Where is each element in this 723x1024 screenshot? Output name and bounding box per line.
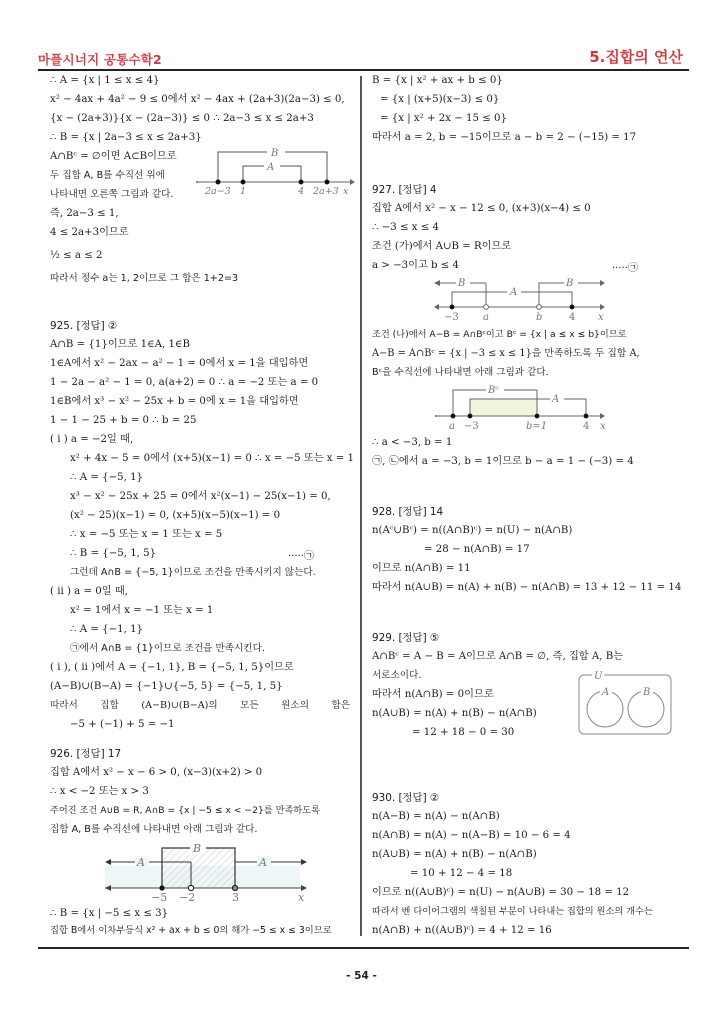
solution-line: A∩Bᶜ = A − B = A이므로 A∩B = ∅, 즉, 집합 A, B는 <box>372 651 624 662</box>
closed-point <box>584 414 589 419</box>
solution-line: A∩B = {1}이므로 1∈A, 1∈B <box>50 339 190 350</box>
solution-line: B = {x | x² + ax + b ≤ 0} <box>372 75 503 86</box>
footer-rule <box>38 947 689 949</box>
solution-line: 즉, 2a−3 ≤ 1, <box>50 208 119 219</box>
set-a-label: A <box>552 394 560 405</box>
solution-line: 따라서 n(A∩B) = 0이므로 <box>372 689 494 700</box>
tick-label: a <box>449 421 455 432</box>
solution-line: x² = 1에서 x = −1 또는 x = 1 <box>70 605 214 616</box>
axis-arrow-icon <box>600 304 605 310</box>
word: 따라서 <box>50 700 78 711</box>
solution-line: 집합 A에서 x² − x − 12 ≤ 0, (x+3)(x−4) ≤ 0 <box>372 203 591 214</box>
solution-line: 집합 B에서 이차부등식 x² + ax + b ≤ 0의 해가 −5 ≤ x ≤ 3이므로 <box>50 925 332 936</box>
solution-line: 1 − 2a − a² − 1 = 0, a(a+2) = 0 ∴ a = −2 또는 a = 0 <box>50 377 319 388</box>
solution-line: 서로소이다. <box>372 670 422 681</box>
tick-label: b <box>536 312 543 323</box>
solution-heading: 929. [정답] ⑤ <box>372 632 440 644</box>
word: 집합 <box>100 700 119 711</box>
solution-line: n(A∪B) = n(A) + n(B) − n(A∩B) <box>372 849 537 860</box>
tick-label: 4 <box>583 421 590 432</box>
universe-box <box>579 675 671 734</box>
tick-label: −3 <box>444 312 459 323</box>
arrow-right-icon <box>301 859 307 865</box>
closed-point <box>535 414 540 419</box>
solution-line: 집합 A에서 x² − x − 6 > 0, (x−3)(x+2) > 0 <box>50 767 263 778</box>
solution-line: ∴ A = {−1, 1} <box>70 624 144 635</box>
axis-arrow-icon <box>600 413 605 419</box>
solution-line: = 12 + 18 − 0 = 30 <box>412 727 515 738</box>
solution-line: 따라서 n(A∪B) = n(A) + n(B) − n(A∩B) = 13 + 12 − 11 = 14 <box>372 582 682 593</box>
point-marker <box>216 180 221 185</box>
axis-arrow-icon <box>350 179 355 185</box>
axis-x-label: x <box>343 186 349 196</box>
number-line-diagram <box>195 144 355 196</box>
solution-heading: 925. [정답] ② <box>50 320 118 332</box>
solution-line: ∴ A = {−5, 1} <box>70 472 144 483</box>
solution-line: ∴ −3 ≤ x ≤ 4 <box>372 222 439 233</box>
number-line-diagram-2 <box>434 382 614 432</box>
solution-line: n(A∩B) = n(A) − n(A−B) = 10 − 6 = 4 <box>372 830 571 841</box>
solution-line: 1∈A에서 x² − 2ax − a² − 1 = 0에서 x = 1을 대입하면 <box>50 358 309 369</box>
column-divider <box>360 76 362 936</box>
axis-start-dot <box>435 415 437 417</box>
number-line-diagram-1 <box>434 275 614 325</box>
solution-line: ( i ), ( ii )에서 A = {−1, 1}, B = {−5, 1, 5}이므로 <box>50 662 294 673</box>
set-b-label: B <box>643 687 651 698</box>
solution-line: 이므로 n((A∪B)ᶜ) = n(U) − n(A∪B) = 30 − 18 = 12 <box>372 887 630 898</box>
chapter-title: 5.집합의 연산 <box>589 48 683 66</box>
solution-heading: 926. [정답] 17 <box>50 748 122 760</box>
tick-label: 3 <box>232 891 239 904</box>
solution-line: a > −3이고 b ≤ 4 <box>372 260 460 271</box>
tick-label: b=1 <box>526 421 548 432</box>
closed-point <box>570 305 575 310</box>
solution-line: x³ − x² − 25x + 25 = 0에서 x²(x−1) − 25(x−1) = 0, <box>70 491 331 502</box>
solution-line: 이므로 n(A∩B) = 11 <box>372 563 471 574</box>
point-marker <box>325 180 330 185</box>
set-a-label: A <box>137 856 145 869</box>
arrow-right-icon <box>600 280 605 286</box>
solution-line: ∴ x < −2 또는 x > 3 <box>50 786 149 797</box>
point-marker <box>299 180 304 185</box>
set-a-label: A <box>267 162 275 173</box>
tick-label: 4 <box>298 186 305 196</box>
solution-line: (x² − 25)(x−1) = 0, (x+5)(x−5)(x−1) = 0 <box>70 510 281 521</box>
solution-line: −5 + (−1) + 5 = −1 <box>70 719 175 730</box>
page-number: - 54 - <box>346 970 377 982</box>
word: 원소의 <box>281 700 309 711</box>
solution-line: x² − 4ax + 4a² − 9 ≤ 0에서 x² − 4ax + (2a+3)(2a−3) ≤ 0, <box>50 94 345 105</box>
solution-line: ㉠, ㉡에서 a = −3, b = 1이므로 b − a = 1 − (−3) = 4 <box>372 456 634 467</box>
solution-line: = {x | x² + 2x − 15 ≤ 0} <box>380 113 507 124</box>
tick-label: −2 <box>179 891 196 904</box>
set-a-label: A <box>510 287 518 298</box>
solution-line: 집합 A, B를 수직선에 나타내면 아래 그림과 같다. <box>50 824 258 835</box>
solution-line: 두 집합 A, B를 수직선 위에 <box>50 170 165 181</box>
tick-label: a <box>483 312 489 323</box>
solution-heading: 930. [정답] ② <box>372 792 440 804</box>
set-bc-label: Bᶜ <box>488 385 499 396</box>
book-title: 마플시너지 공통수학2 <box>38 52 162 67</box>
solution-line: 조건 (가)에서 A∪B = R이므로 <box>372 241 512 252</box>
universe-label: U <box>594 671 603 682</box>
solution-line: = 10 + 12 − 4 = 18 <box>410 868 513 879</box>
solution-line: 1∈B에서 x³ − x² − 25x + b = 0에 x = 1을 대입하면 <box>50 396 299 407</box>
solution-line: = 28 − n(A∩B) = 17 <box>424 544 530 555</box>
solution-line: A−B = A∩Bᶜ = {x | −3 ≤ x ≤ 1}을 만족하도록 두 집합 A, <box>372 348 640 359</box>
solution-line-justified <box>50 699 350 713</box>
set-b-label: B <box>271 148 279 159</box>
closed-point <box>450 305 455 310</box>
solution-line: n(Aᶜ∪Bᶜ) = n((A∩B)ᶜ) = n(U) − n(A∩B) <box>372 525 573 536</box>
set-b-label: B <box>458 278 466 289</box>
solution-line: 1 − 1 − 25 + b = 0 ∴ b = 25 <box>50 415 197 426</box>
open-point <box>537 305 542 310</box>
solution-line: ∴ A = {x | 1 ≤ x ≤ 4} <box>50 75 160 86</box>
closed-point <box>451 414 456 419</box>
tick-label: 2a−3 <box>205 186 231 196</box>
solution-line: ∴ B = {x | −5 ≤ x ≤ 3} <box>50 908 169 919</box>
venn-diagram <box>578 670 674 736</box>
solution-line: 따라서 벤 다이어그램의 색칠된 부분이 나타내는 집합의 원소의 개수는 <box>372 906 653 917</box>
closed-point <box>232 885 237 890</box>
solution-line: 나타내면 오른쪽 그림과 같다. <box>50 189 174 200</box>
tick-label: −3 <box>464 421 479 432</box>
solution-line: ∴ a < −3, b = 1 <box>372 437 453 448</box>
set-a-label: A <box>259 856 267 869</box>
tick-label: −5 <box>151 891 168 904</box>
arrow-left-icon <box>105 859 111 865</box>
solution-line: 따라서 a = 2, b = −15이므로 a − b = 2 − (−15) = 17 <box>372 132 637 143</box>
solution-line: ½ ≤ a ≤ 2 <box>50 250 103 261</box>
axis-x-label: x <box>600 421 606 432</box>
open-point <box>188 885 193 890</box>
axis-x-label: x <box>298 891 305 904</box>
solution-heading: 928. [정답] 14 <box>372 506 444 518</box>
arrow-left-icon <box>434 280 440 286</box>
word: 합은 <box>331 700 350 711</box>
axis-x-label: x <box>598 312 604 323</box>
tick-label: 4 <box>569 312 576 323</box>
set-b-label: B <box>566 278 574 289</box>
solution-line: 그런데 A∩B = {−5, 1}이므로 조건을 만족시키지 않는다. <box>70 567 316 578</box>
tick-label: 1 <box>240 186 247 196</box>
number-line-diagram <box>105 840 315 904</box>
set-b-label: B <box>193 842 202 855</box>
set-a-label: A <box>602 687 610 698</box>
solution-line: Bᶜ을 수직선에 나타내면 아래 그림과 같다. <box>372 367 549 378</box>
axis-arrow-left-icon <box>434 304 439 310</box>
solution-line: 4 ≤ 2a+3이므로 <box>50 227 129 238</box>
solution-line: 주어진 조건 A∪B = R, A∩B = {x | −5 ≤ x < −2}를 만족하도록 <box>50 805 320 816</box>
solution-line: 조건 (나)에서 A−B = A∩Bᶜ이고 Bᶜ = {x | a ≤ x ≤ b}이므로 <box>372 329 627 340</box>
solution-line: ∴ B = {−5, 1, 5} <box>70 548 157 559</box>
equation-marker: ·····㉠ <box>612 263 638 274</box>
solution-line: x² + 4x − 5 = 0에서 (x+5)(x−1) = 0 ∴ x = −5 또는 x = 1 <box>70 453 355 464</box>
solution-line: {x − (2a+3)}{x − (2a−3)} ≤ 0 ∴ 2a−3 ≤ x ≤ 2a+3 <box>50 113 314 124</box>
open-point <box>484 305 489 310</box>
solution-line: 따라서 정수 a는 1, 2이므로 그 합은 1+2=3 <box>50 273 239 284</box>
solution-line: ㉠에서 A∩B = {1}이므로 조건을 만족시킨다. <box>70 643 265 654</box>
solution-line: n(A∩B) + n((A∪B)ᶜ) = 4 + 12 = 16 <box>372 925 552 936</box>
equation-marker: ·····㉠ <box>288 551 314 562</box>
solution-line: n(A∪B) = n(A) + n(B) − n(A∩B) <box>372 708 537 719</box>
solution-heading: 927. [정답] 4 <box>372 184 437 196</box>
word: (A−B)∪(B−A)의 <box>141 700 218 711</box>
shaded-region <box>470 399 537 416</box>
word: 모든 <box>240 700 259 711</box>
solution-line: = {x | (x+5)(x−3) ≤ 0} <box>380 94 500 105</box>
solution-line: (A−B)∪(B−A) = {−1}∪{−5, 5} = {−5, 1, 5} <box>50 681 283 692</box>
solution-line: ( i ) a = −2일 때, <box>50 434 134 445</box>
solution-line: n(A−B) = n(A) − n(A∩B) <box>372 811 500 822</box>
solution-line: ∴ x = −5 또는 x = 1 또는 x = 5 <box>70 529 223 540</box>
header-rule <box>38 69 689 71</box>
tick-label: 2a+3 <box>313 186 339 196</box>
closed-point <box>468 414 473 419</box>
solution-line: A∩Bᶜ = ∅이면 A⊂B이므로 <box>50 151 177 162</box>
closed-point <box>159 885 164 890</box>
point-marker <box>241 180 246 185</box>
solution-line: ( ii ) a = 0일 때, <box>50 586 128 597</box>
solution-line: ∴ B = {x | 2a−3 ≤ x ≤ 2a+3} <box>50 132 202 143</box>
axis-start-dot <box>196 181 198 183</box>
